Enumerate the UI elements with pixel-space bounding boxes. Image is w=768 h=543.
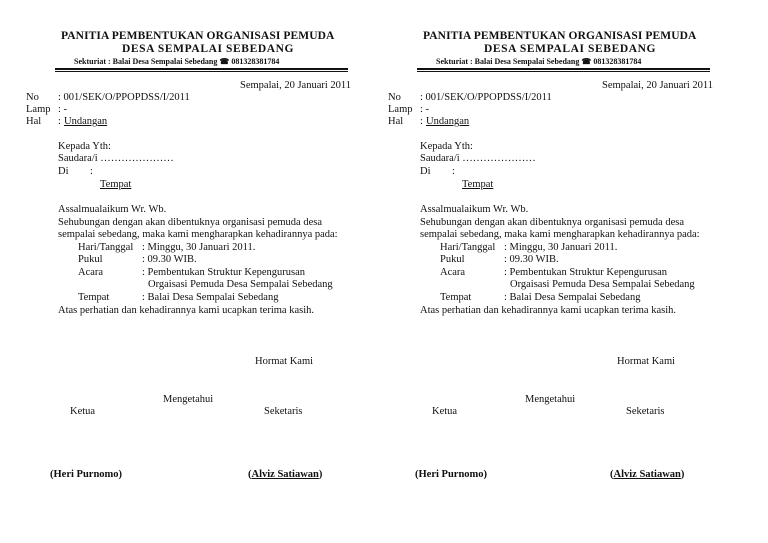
di-label: Di [420,166,431,177]
tempat-heading: Tempat [462,179,494,190]
ketua-name: (Heri Purnomo) [415,469,488,480]
header-rule [417,68,710,72]
pukul-label: Pukul [78,254,103,265]
recipient-saudara: Saudara/i ………………… [58,153,174,164]
hal-value: Undangan [64,116,108,127]
phone-number: 081328381784 [231,57,280,66]
mengetahui: Mengetahui [163,394,214,405]
greeting: Assalmualaikum Wr. Wb. [58,204,167,215]
sekretaris-name-text: Alviz Satiawan [251,469,319,480]
secretariat-address: Sekturiat : Balai Desa Sempalai Sebedang [74,57,218,66]
secretariat-line [74,57,279,66]
sekretaris-name: (Alviz Satiawan) [248,469,323,480]
no-label: No [388,92,401,103]
ketua-name: (Heri Purnomo) [50,469,123,480]
tempat-label: Tempat [440,292,472,303]
mengetahui: Mengetahui [525,394,576,405]
tempat-label: Tempat [78,292,110,303]
di-label: Di [58,166,69,177]
hormat-kami: Hormat Kami [255,356,314,367]
hal-label: Hal [388,116,404,127]
lamp-value: : - [420,104,430,115]
recipient-saudara: Saudara/i ………………… [420,153,536,164]
lamp-label: Lamp [388,104,413,115]
org-subtitle: DESA SEMPALAI SEBEDANG [484,43,657,55]
tempat-value: : Balai Desa Sempalai Sebedang [504,292,641,303]
sekretaris-title: Seketaris [264,406,303,417]
sekretaris-title: Seketaris [626,406,665,417]
hormat-kami: Hormat Kami [617,356,676,367]
sekretaris-name: (Alviz Satiawan) [610,469,685,480]
secretariat-line [436,57,641,66]
recipient-kepada: Kepada Yth: [420,141,473,152]
body-line-2: sempalai sebedang, maka kami mengharapkan kehadirannya pada: [58,229,338,240]
phone-number: 081328381784 [593,57,642,66]
hari-value: : Minggu, 30 Januari 2011. [142,242,256,253]
di-colon: : [452,166,455,177]
org-subtitle: DESA SEMPALAI SEBEDANG [122,43,295,55]
tempat-value: : Balai Desa Sempalai Sebedang [142,292,279,303]
acara-value-1: : Pembentukan Struktur Kepengurusan [142,267,306,278]
place-date: Sempalai, 20 Januari 2011 [240,80,352,91]
hari-label: Hari/Tanggal [440,242,496,253]
closing-line: Atas perhatian dan kehadirannya kami ucapkan terima kasih. [420,305,676,316]
ketua-title: Ketua [70,406,96,417]
acara-value-2: Orgaisasi Pemuda Desa Sempalai Sebedang [510,279,695,290]
org-title: PANITIA PEMBENTUKAN ORGANISASI PEMUDA [61,30,335,42]
body-line-1: Sehubungan dengan akan dibentuknya organisasi pemuda desa [420,217,684,228]
acara-value-1: : Pembentukan Struktur Kepengurusan [504,267,668,278]
phone-icon: ☎ [581,57,592,66]
lamp-value: : - [58,104,68,115]
greeting: Assalmualaikum Wr. Wb. [420,204,529,215]
pukul-value: : 09.30 WIB. [504,254,559,265]
pukul-label: Pukul [440,254,465,265]
sekretaris-name-text: Alviz Satiawan [613,469,681,480]
recipient-kepada: Kepada Yth: [58,141,111,152]
di-colon: : [90,166,93,177]
hal-colon: : [420,116,423,127]
tempat-heading: Tempat [100,179,132,190]
body-line-1: Sehubungan dengan akan dibentuknya organisasi pemuda desa [58,217,322,228]
header-rule [55,68,348,72]
pukul-value: : 09.30 WIB. [142,254,197,265]
acara-label: Acara [440,267,466,278]
no-value: : 001/SEK/O/PPOPDSS/I/2011 [58,92,190,103]
invitation-letter-right [362,0,746,543]
lamp-label: Lamp [26,104,51,115]
secretariat-address: Sekturiat : Balai Desa Sempalai Sebedang [436,57,580,66]
hal-label: Hal [26,116,42,127]
place-date: Sempalai, 20 Januari 2011 [602,80,714,91]
org-title: PANITIA PEMBENTUKAN ORGANISASI PEMUDA [423,30,697,42]
no-value: : 001/SEK/O/PPOPDSS/I/2011 [420,92,552,103]
hari-value: : Minggu, 30 Januari 2011. [504,242,618,253]
phone-icon: ☎ [219,57,230,66]
body-line-2: sempalai sebedang, maka kami mengharapkan kehadirannya pada: [420,229,700,240]
acara-value-2: Orgaisasi Pemuda Desa Sempalai Sebedang [148,279,333,290]
hal-colon: : [58,116,61,127]
no-label: No [26,92,39,103]
closing-line: Atas perhatian dan kehadirannya kami ucapkan terima kasih. [58,305,314,316]
acara-label: Acara [78,267,104,278]
hari-label: Hari/Tanggal [78,242,134,253]
ketua-title: Ketua [432,406,458,417]
hal-value: Undangan [426,116,470,127]
